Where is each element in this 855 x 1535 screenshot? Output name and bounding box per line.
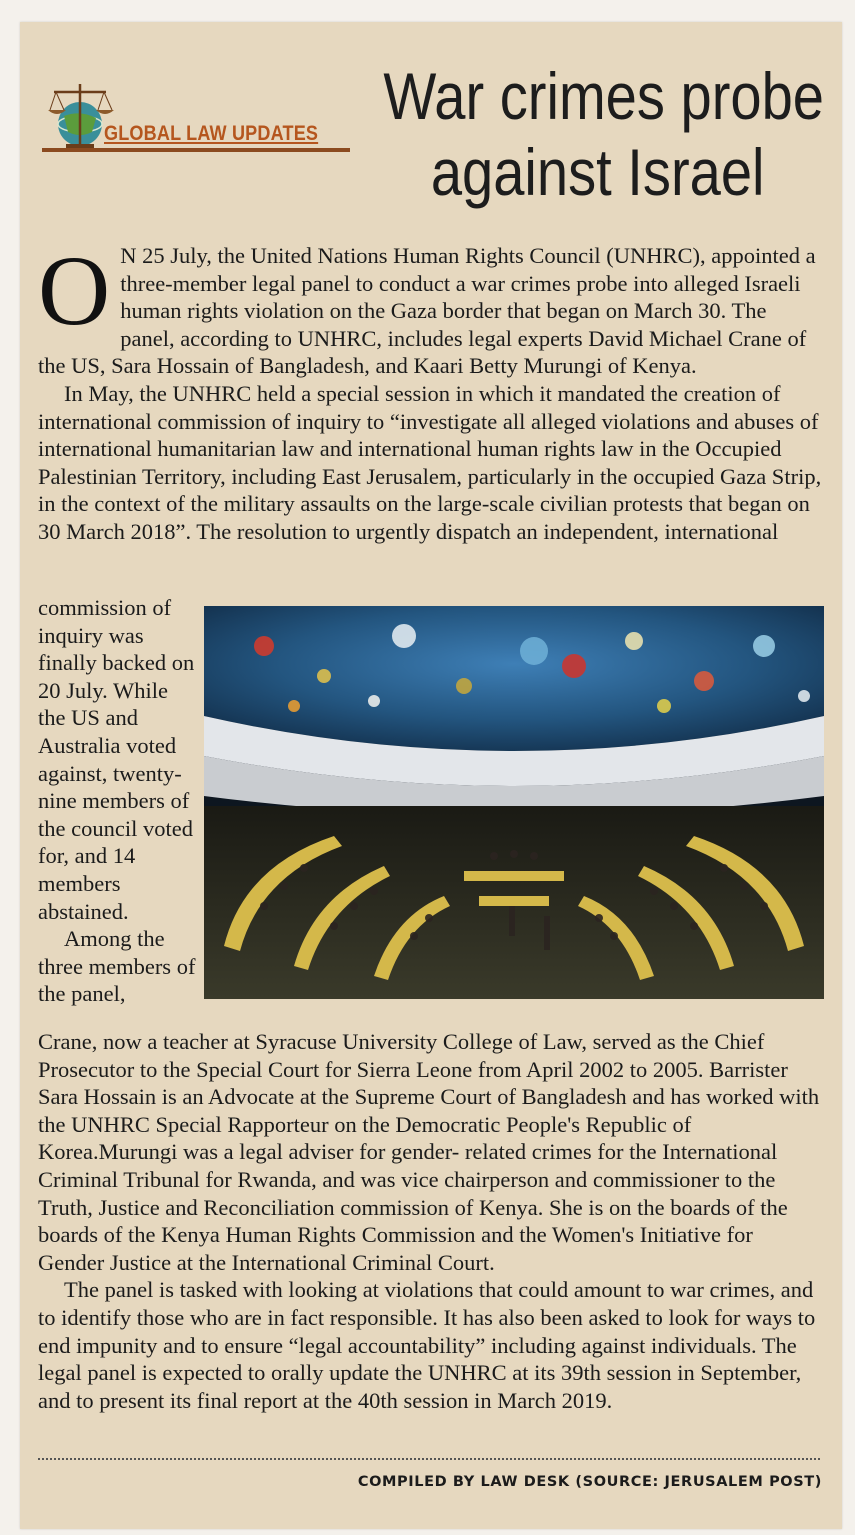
headline-line-2: against Israel [430,135,765,209]
article-body-top [38,235,822,546]
dotted-divider [38,1458,820,1460]
paragraph-1-text: N 25 July, the United Nations Human Rights Council (UNHRC), appointed a three-member legal panel to conduct a war crimes probe into alleged Israeli human rights violation on the Gaza border that began on March 30. The panel, according to UNHRC, includes legal experts David Michael Crane of the US, Sara Hossain of Bangladesh, and Kaari Betty Murungi of Kenya. [38,243,816,379]
headline-line-1: War crimes probe [383,59,824,133]
wrapped-column [38,594,198,1008]
paragraph-1 [38,235,822,380]
paragraph-2-continued: commission of inquiry was finally backed on 20 July. While the US and Australia voted against, twenty-nine members of the council voted for, and 14 members abstained. [38,595,195,924]
section-logo [42,72,352,157]
paragraph-3-start: Among the three members of the panel, [38,926,196,1007]
section-underline [42,148,350,152]
unhrc-chamber-photo [204,606,824,999]
article-page [20,22,842,1529]
section-label: GLOBAL LAW UPDATES [104,122,319,145]
paragraph-4: The panel is tasked with looking at violations that could amount to war crimes, and to identify those who are in fact responsible. It has also been asked to look for ways to end impunity and to ensure “legal accountability” including against individuals. The legal panel is expected to orally update the UNHRC at its 39th session in September, and to present its final report at the 40th session in March 2019. [38,1277,816,1413]
headline [382,58,824,210]
paragraph-2: In May, the UNHRC held a special session in which it mandated the creation of international commission of inquiry to “investigate all alleged violations and abuses of international humanitarian law and international human rights law in the Occupied Palestinian Territory, including East Jerusalem, particularly in the occupied Gaza Strip, in the context of the military assaults on the large-scale civilian protests that began on 30 March 2018”. The resolution to urgently dispatch an independent, international [38,380,822,544]
paragraph-3: Crane, now a teacher at Syracuse University College of Law, served as the Chief Prosecutor to the Special Court for Sierra Leone from April 2002 to 2005. Barrister Sara Hossain is an Advocate at the Supreme Court of Bangladesh and has worked with the UNHRC Special Rapporteur on the Democratic People's Republic of Korea.Murungi was a legal adviser for gender- related crimes for the International Criminal Tribunal for Rwanda, and was vice chairperson and commissioner to the Truth, Justice and Reconciliation commission of Kenya. She is on the boards of the boards of the Kenya Human Rights Commission and the Women's Initiative for Gender Justice at the International Criminal Court. [38,1029,820,1275]
source-credit: COMPILED BY LAW DESK (SOURCE: JERUSALEM POST) [357,1474,822,1490]
article-body-bottom [38,1028,822,1414]
drop-cap: O [38,235,111,346]
